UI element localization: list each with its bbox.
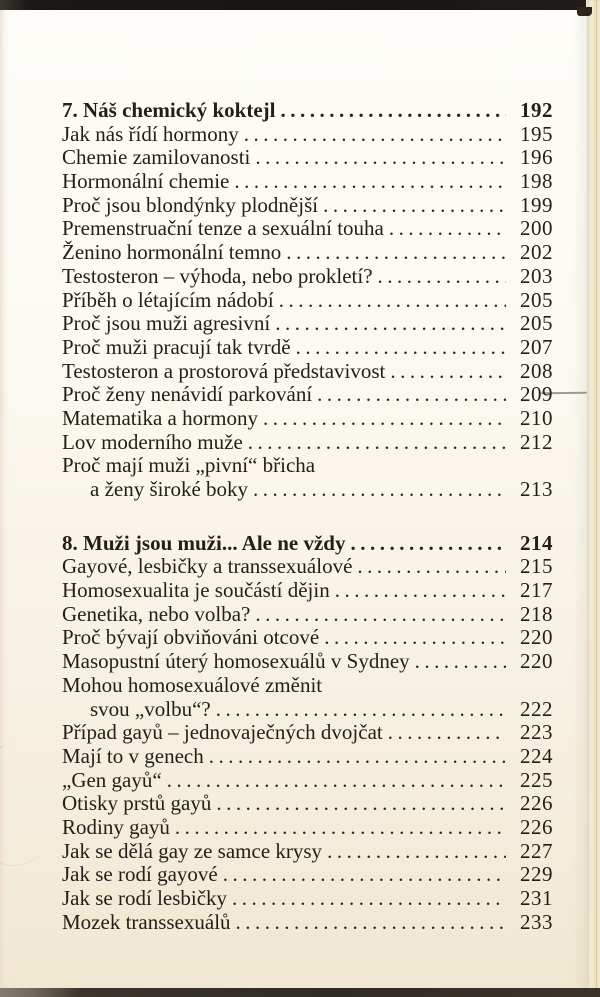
page-number: 224 [520, 743, 553, 768]
dot-leader [244, 123, 506, 147]
toc-row [62, 555, 553, 579]
entry-title: Jak se rodí lesbičky [62, 886, 228, 910]
toc-row [62, 911, 553, 935]
dot-leader [234, 170, 506, 194]
dot-leader [281, 99, 507, 123]
toc-row [62, 289, 553, 313]
dot-leader [324, 626, 506, 650]
page-number: 222 [520, 696, 553, 721]
entry-title: Proč jsou muži agresivní [62, 311, 271, 336]
page-number: 225 [520, 767, 553, 792]
dot-leader [255, 603, 506, 627]
entry-title: Otisky prstů gayů [62, 791, 212, 816]
entry-title-continued: svou „volbu“? [90, 696, 211, 721]
entry-title: Genetika, nebo volba? [62, 601, 251, 626]
dot-leader [255, 146, 506, 170]
dot-leader [388, 721, 506, 745]
dot-leader [263, 407, 506, 431]
dot-leader [236, 911, 506, 935]
toc [62, 99, 553, 934]
page-number: 223 [520, 720, 553, 745]
scan-top-edge-artifact [577, 7, 592, 16]
entry-title: Masopustní úterý homosexuálů v Sydney [62, 649, 410, 674]
dot-leader [378, 265, 506, 289]
toc-row [62, 769, 553, 793]
page-number: 231 [520, 886, 553, 910]
toc-row [62, 603, 553, 627]
page-number: 214 [520, 530, 553, 555]
dot-leader [296, 336, 506, 360]
entry-title: Mozek transsexuálů [62, 909, 231, 934]
dot-leader [390, 360, 506, 384]
entry-title: Mají to v genech [62, 743, 204, 768]
entry-title: Jak se rodí gayové [62, 862, 218, 887]
dot-leader [209, 745, 506, 769]
toc-section-8-heading [62, 532, 553, 556]
toc-row [62, 265, 553, 289]
entry-title: Homosexualita je součástí dějin [62, 578, 330, 603]
toc-row [62, 816, 553, 840]
dot-leader [317, 383, 506, 407]
toc-row [62, 217, 553, 241]
entry-title: Testosteron – výhoda, nebo prokletí? [62, 263, 373, 288]
scan-top-edge [0, 0, 586, 10]
page-number: 209 [520, 382, 553, 407]
entry-title: Proč jsou blondýnky plodnější [62, 192, 319, 217]
toc-row [62, 792, 553, 816]
dot-leader [335, 579, 506, 603]
entry-title: Proč muži pracují tak tvrdě [62, 334, 291, 359]
dot-leader [253, 478, 506, 502]
dot-leader [223, 863, 506, 887]
toc-row [62, 431, 553, 455]
page-number: 199 [520, 192, 553, 217]
entry-title: „Gen gayů“ [62, 767, 162, 792]
entry-title: Mohou homosexuálové změnit [62, 672, 323, 697]
toc-row-wrap-line1 [62, 454, 553, 478]
dot-leader [167, 769, 506, 793]
entry-title: Jak nás řídí hormony [62, 121, 239, 146]
page-number: 210 [520, 405, 553, 430]
entry-title: Testosteron a prostorová představivost [62, 358, 386, 383]
toc-row [62, 863, 553, 887]
scan-bottom-edge [0, 988, 600, 997]
page-number: 233 [520, 909, 553, 934]
toc-row [62, 194, 553, 218]
entry-title: Lov moderního muže [62, 429, 243, 454]
dot-leader [415, 650, 506, 674]
dot-leader [216, 792, 506, 816]
toc-row [62, 579, 553, 603]
toc-row [62, 840, 553, 864]
page-number: 227 [520, 838, 553, 863]
entry-title: Příběh o létajícím nádobí [62, 287, 274, 312]
dot-leader [351, 532, 507, 556]
toc-row [62, 336, 553, 360]
toc-section-7-heading [62, 99, 553, 123]
page-number: 200 [520, 216, 553, 241]
entry-title: Případ gayů – jednovaječných dvojčat [62, 720, 383, 745]
toc-row [62, 123, 553, 147]
toc-row-wrap-line2 [62, 478, 553, 502]
entry-title: Matematika a hormony [62, 405, 258, 430]
page-number: 203 [520, 263, 553, 288]
section-title: 7. Náš chemický koktejl [62, 98, 276, 122]
page-curl-shadow [573, 0, 587, 997]
entry-title: Gayové, lesbičky a transsexuálové [62, 554, 353, 579]
entry-title: Proč ženy nenávidí parkování [62, 382, 313, 407]
entry-title: Proč mají muži „pivní“ břicha [62, 453, 316, 478]
page-number: 208 [520, 358, 553, 383]
scan-right-page-edge [587, 0, 600, 997]
page-number: 229 [520, 862, 553, 887]
page-number: 212 [520, 429, 553, 454]
dot-leader [327, 840, 506, 864]
page-number: 220 [520, 625, 553, 650]
page-number: 196 [520, 145, 553, 170]
toc-row [62, 383, 553, 407]
page-number: 220 [520, 649, 553, 674]
toc-row [62, 360, 553, 384]
toc-row [62, 312, 553, 336]
page-number: 205 [520, 287, 553, 312]
dot-leader [279, 289, 506, 313]
dot-leader [286, 241, 506, 265]
toc-row [62, 170, 553, 194]
page-number: 226 [520, 791, 553, 816]
dot-leader [248, 431, 506, 455]
entry-title: Chemie zamilovanosti [62, 145, 251, 170]
entry-title: Rodiny gayů [62, 814, 170, 839]
dot-leader [175, 816, 506, 840]
toc-row [62, 721, 553, 745]
dot-leader [216, 698, 506, 722]
page-number: 226 [520, 814, 553, 839]
entry-title: Premenstruační tenze a sexuální touha [62, 216, 384, 241]
page-number: 207 [520, 334, 553, 359]
entry-title-continued: a ženy široké boky [90, 477, 249, 501]
toc-row [62, 146, 553, 170]
entry-title: Jak se dělá gay ze samce krysy [62, 838, 323, 863]
dot-leader [232, 887, 506, 911]
entry-title: Proč bývají obviňováni otcové [62, 625, 320, 650]
page-number: 215 [520, 554, 553, 579]
dot-leader [323, 194, 506, 218]
toc-row [62, 241, 553, 265]
dot-leader [275, 312, 506, 336]
page-number: 202 [520, 240, 553, 265]
section-title: 8. Muži jsou muži... Ale ne vždy [62, 530, 346, 555]
dot-leader [357, 555, 506, 579]
page-number: 213 [520, 477, 553, 501]
toc-row [62, 745, 553, 769]
page-number: 205 [520, 311, 553, 336]
page-number: 195 [520, 121, 553, 146]
page-number: 218 [520, 601, 553, 626]
page-number: 198 [520, 169, 553, 194]
dot-leader [389, 217, 506, 241]
toc-row-wrap-line1 [62, 674, 553, 698]
toc-row [62, 407, 553, 431]
toc-row [62, 626, 553, 650]
entry-title: Ženino hormonální temno [62, 240, 282, 265]
entry-title: Hormonální chemie [62, 169, 230, 194]
toc-row-wrap-line2 [62, 698, 553, 722]
toc-row [62, 887, 553, 911]
toc-row [62, 650, 553, 674]
page-number: 217 [520, 578, 553, 603]
page-number: 192 [520, 98, 553, 122]
